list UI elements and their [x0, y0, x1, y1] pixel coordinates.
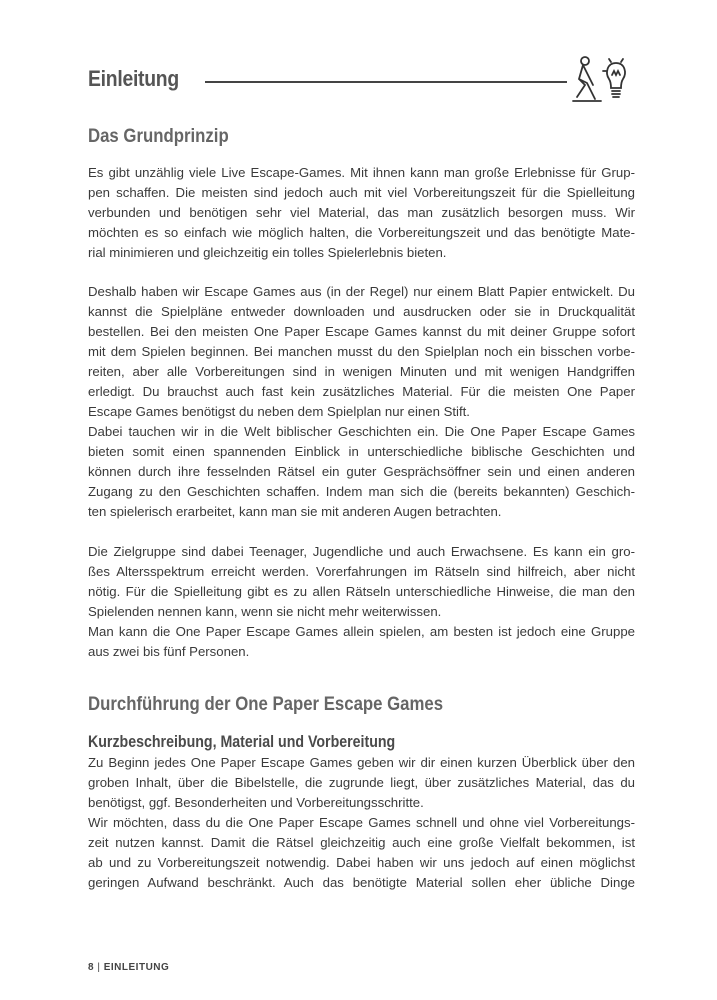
text-line: Die Zielgruppe sind dabei Teenager, Jugendliche und auch Erwachsene. Es kann ein gro- [88, 544, 635, 559]
text-line: ten spielerisch erarbeitet, kann man sie mit anderen Augen betrachten. [88, 504, 502, 519]
text-line: Zu Beginn jedes One Paper Escape Games geben wir dir einen kurzen Überblick über den [88, 755, 635, 770]
subsection-heading: Kurzbeschreibung, Material und Vorbereitung [88, 733, 396, 751]
paragraph [88, 282, 635, 422]
text-line: erledigt. Du brauchst auch fast kein zusätzliches Material. Für die meisten One Paper [88, 384, 635, 399]
text-line: verbunden und benötigen sehr viel Material, das man zusätzlich besorgen muss. Wir [88, 205, 635, 220]
section-heading-durchfuehrung: Durchführung der One Paper Escape Games [88, 693, 444, 715]
text-line: Wir möchten, dass du die One Paper Escape Games schnell und ohne viel Vorbereitungs- [88, 815, 635, 830]
text-line: rial minimieren und gleichzeitig ein tolles Spielerlebnis bieten. [88, 245, 447, 260]
footer-section: EINLEITUNG [103, 962, 170, 973]
text-line: geringen Aufwand beschränkt. Auch das benötigte Material sollen eher übliche Dinge [88, 875, 635, 890]
text-line: groben Inhalt, über die Bibelstelle, die zugrunde liegt, über zusätzliches Material, das du [88, 775, 635, 790]
header-rule [205, 81, 567, 83]
text-line: benötigst, ggf. Besonderheiten und Vorbereitungsschritte. [88, 795, 424, 810]
chapter-title: Einleitung [88, 66, 179, 91]
text-line: aus zwei bis fünf Personen. [88, 644, 250, 659]
person-and-lightbulb-icon [571, 55, 633, 110]
text-line: Spielenden nennen kann, wenn sie nicht mehr weiterwissen. [88, 604, 442, 619]
text-line: Man kann die One Paper Escape Games allein spielen, am besten ist jedoch eine Gruppe [88, 624, 635, 639]
paragraph [88, 542, 635, 622]
page-number: 8 [88, 962, 95, 973]
text-line: bieten somit einen spannenden Einblick in unterschiedliche biblische Geschichten und [88, 444, 635, 459]
paragraph [88, 163, 635, 263]
paragraph [88, 813, 635, 893]
text-line: Deshalb haben wir Escape Games aus (in der Regel) nur einem Blatt Papier entwickelt. Du [88, 284, 635, 299]
text-line: Zugang zu den Geschichten schaffen. Indem man sich die (bereits bekannten) Geschich- [88, 484, 635, 499]
text-line: ßes Altersspektrum erreicht werden. Vorerfahrungen im Rätseln sind hilfreich, aber nicht [88, 564, 635, 579]
text-line: pen schaffen. Die meisten sind jedoch auch mit viel Vorbereitungszeit für die Spielleitung [88, 185, 635, 200]
text-line: Escape Games benötigst du neben dem Spielplan nur einen Stift. [88, 404, 470, 419]
text-line: Dabei tauchen wir in die Welt biblischer Geschichten ein. Die One Paper Escape Games [88, 424, 635, 439]
section-heading-grundprinzip: Das Grundprinzip [88, 125, 229, 147]
text-line: nötig. Für die Spielleitung gibt es zu allen Rätseln unterschiedliche Hinweise, die man den [88, 584, 635, 599]
text-line: möchten es so einfach wie möglich halten, die Vorbereitungszeit und das benötigte Mate- [88, 225, 635, 240]
text-line: können durch ihre fesselnden Rätsel ein guter Gesprächsöffner sein und einen anderen [88, 464, 635, 479]
text-line: bestellen. Bei den meisten One Paper Escape Games kannst du mit deiner Gruppe sofort [88, 324, 635, 339]
text-line: mit dem Spielen beginnen. Bei manchen musst du den Spielplan noch ein bisschen vorbe- [88, 344, 635, 359]
page-footer [88, 962, 169, 973]
paragraph [88, 622, 635, 662]
text-line: reiten, aber alle Vorbereitungen sind in wenigen Minuten und mit wenigen Handgriffen [88, 364, 635, 379]
text-line: zeit nutzen kannst. Damit die Rätsel gleichzeitig auch eine große Vielfalt bekommen, ist [88, 835, 635, 850]
paragraph [88, 422, 635, 522]
text-line: ab und zu Vorbereitungszeit notwendig. Dabei haben wir uns jedoch auf einen möglichst [88, 855, 635, 870]
paragraph [88, 753, 635, 813]
footer-separator: | [97, 962, 101, 973]
text-line: kannst die Spielpläne entweder downloaden und ausdrucken oder sie in Druckqualität [88, 304, 635, 319]
text-line: Es gibt unzählig viele Live Escape-Games. Mit ihnen kann man große Erlebnisse für Grup- [88, 165, 635, 180]
